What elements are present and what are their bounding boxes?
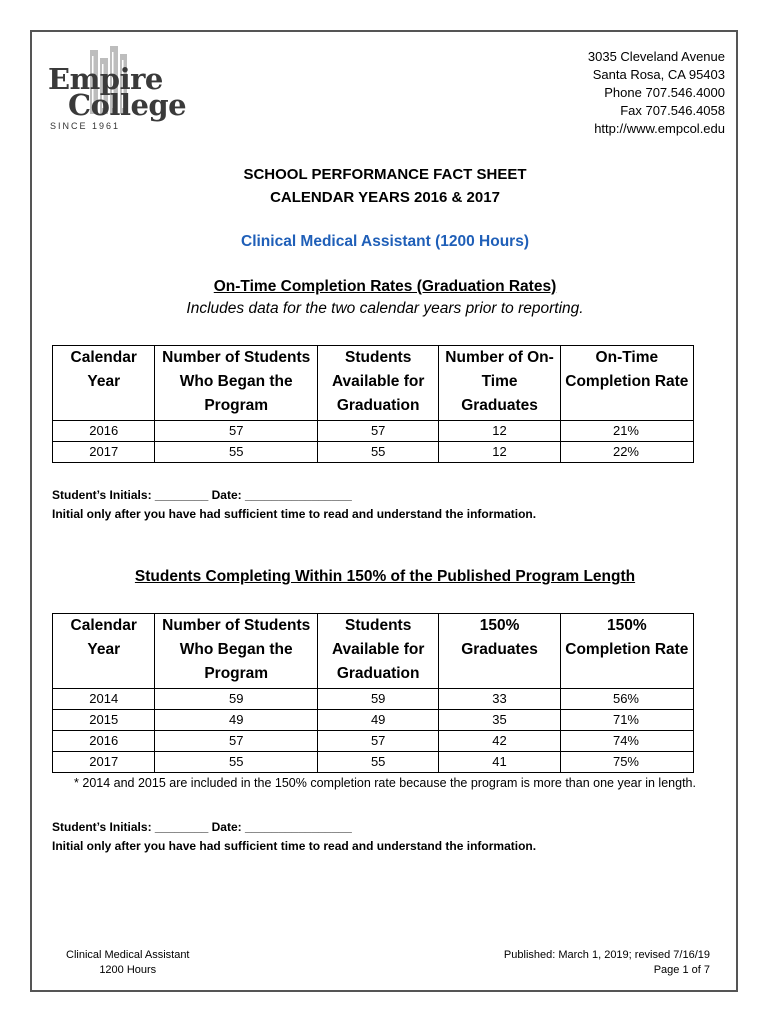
cell-year: 2014 — [53, 689, 155, 710]
cell-available: 57 — [317, 731, 438, 752]
cell-rate: 22% — [560, 442, 693, 463]
cell-began: 57 — [155, 731, 318, 752]
cell-year: 2017 — [53, 752, 155, 773]
header-line: Number of Students — [162, 617, 311, 634]
cell-year: 2016 — [53, 421, 155, 442]
address-phone: Phone 707.546.4000 — [604, 85, 725, 100]
cell-available: 57 — [317, 421, 438, 442]
cell-graduates: 12 — [439, 442, 560, 463]
initials-block-2 — [52, 818, 536, 856]
address-street: 3035 Cleveland Avenue — [587, 49, 725, 64]
cell-rate: 75% — [560, 752, 693, 773]
header-line: 150% — [607, 617, 647, 634]
footer-published-date: Published: March 1, 2019; revised 7/16/19 — [503, 949, 710, 961]
cell-graduates: 12 — [439, 421, 560, 442]
cell-available: 55 — [317, 442, 438, 463]
header-line: Number of Students — [162, 349, 311, 366]
program-name: Clinical Medical Assistant (1200 Hours) — [241, 233, 529, 250]
address-city: Santa Rosa, CA 95403 — [592, 67, 725, 82]
table-row — [53, 752, 694, 773]
cell-year: 2015 — [53, 710, 155, 731]
header-students-available — [317, 346, 438, 421]
cell-year: 2016 — [53, 731, 155, 752]
completion-150-table — [52, 613, 694, 773]
initials-instruction: Initial only after you have had sufficient time to read and understand the information. — [52, 507, 537, 521]
address-fax: Fax 707.546.4058 — [620, 103, 725, 118]
header-line: Calendar — [70, 349, 137, 366]
header-on-time-graduates — [439, 346, 560, 421]
initials-instruction: Initial only after you have had sufficient time to read and understand the information. — [52, 839, 537, 853]
table-row — [53, 421, 694, 442]
cell-began: 49 — [155, 710, 318, 731]
table-row — [53, 710, 694, 731]
initials-date-line[interactable]: Student’s Initials: ________ Date: ________________ — [52, 488, 352, 502]
table-row — [53, 442, 694, 463]
page-subtitle: CALENDAR YEARS 2016 & 2017 — [270, 189, 500, 206]
cell-began: 59 — [155, 689, 318, 710]
section1-heading: On-Time Completion Rates (Graduation Rates) — [213, 278, 557, 295]
footer-program — [66, 948, 190, 978]
footer-page-number: Page 1 of 7 — [653, 964, 710, 976]
table-header-row — [53, 346, 694, 421]
initials-block-1 — [52, 486, 536, 524]
cell-graduates: 42 — [439, 731, 560, 752]
cell-rate: 21% — [560, 421, 693, 442]
header-line: Who Began the — [179, 641, 293, 658]
cell-began: 57 — [155, 421, 318, 442]
header-line: Number of On- — [445, 349, 554, 366]
cell-year: 2017 — [53, 442, 155, 463]
header-line: Available for — [331, 641, 425, 658]
cell-began: 55 — [155, 752, 318, 773]
initials-date-line[interactable]: Student’s Initials: ________ Date: ________________ — [52, 820, 352, 834]
header-line: Students — [345, 349, 412, 366]
section1-subheading: Includes data for the two calendar years prior to reporting. — [186, 300, 584, 317]
logo-word-college: College — [68, 88, 187, 122]
cell-rate: 74% — [560, 731, 693, 752]
header-line: Completion Rate — [565, 373, 689, 390]
logo-word-empire: Empire — [48, 62, 163, 96]
cell-graduates: 41 — [439, 752, 560, 773]
cell-graduates: 33 — [439, 689, 560, 710]
cell-rate: 71% — [560, 710, 693, 731]
header-line: Program — [204, 397, 269, 414]
header-line: Available for — [331, 373, 425, 390]
header-line: Who Began the — [179, 373, 293, 390]
header-line: Completion Rate — [565, 641, 689, 658]
header-150-completion-rate — [560, 614, 693, 689]
header-calendar-year — [53, 614, 155, 689]
header-line: On-Time — [595, 349, 659, 366]
table-footnote: * 2014 and 2015 are included in the 150% completion rate because the program is more than one year in length. — [74, 776, 696, 790]
page-title: SCHOOL PERFORMANCE FACT SHEET — [243, 166, 527, 183]
header-line: Graduates — [461, 641, 538, 658]
logo-since: SINCE 1961 — [50, 121, 121, 131]
cell-available: 59 — [317, 689, 438, 710]
cell-began: 55 — [155, 442, 318, 463]
header-line: Year — [87, 373, 121, 390]
footer-program-hours: 1200 Hours — [99, 964, 157, 976]
table-header-row — [53, 614, 694, 689]
header-line: Students — [345, 617, 412, 634]
header-calendar-year — [53, 346, 155, 421]
cell-graduates: 35 — [439, 710, 560, 731]
on-time-completion-table — [52, 345, 694, 463]
header-line: Program — [204, 665, 269, 682]
footer-publication — [504, 948, 710, 978]
address-website: http://www.empcol.edu — [594, 121, 725, 136]
header-line: Calendar — [70, 617, 137, 634]
table-row — [53, 731, 694, 752]
header-line: Graduation — [336, 397, 420, 414]
header-students-began — [155, 346, 318, 421]
header-students-available — [317, 614, 438, 689]
header-line: Graduates — [461, 397, 538, 414]
school-address — [588, 48, 725, 138]
header-students-began — [155, 614, 318, 689]
cell-available: 55 — [317, 752, 438, 773]
header-on-time-completion-rate — [560, 346, 693, 421]
cell-rate: 56% — [560, 689, 693, 710]
header-150-graduates — [439, 614, 560, 689]
cell-available: 49 — [317, 710, 438, 731]
table-row — [53, 689, 694, 710]
header-line: 150% — [479, 617, 520, 634]
header-line: Graduation — [336, 665, 420, 682]
footer-program-name: Clinical Medical Assistant — [66, 949, 190, 961]
college-logo — [46, 44, 187, 140]
section2-heading: Students Completing Within 150% of the Published Program Length — [134, 568, 636, 585]
header-line: Time — [481, 373, 518, 390]
header-line: Year — [87, 641, 121, 658]
